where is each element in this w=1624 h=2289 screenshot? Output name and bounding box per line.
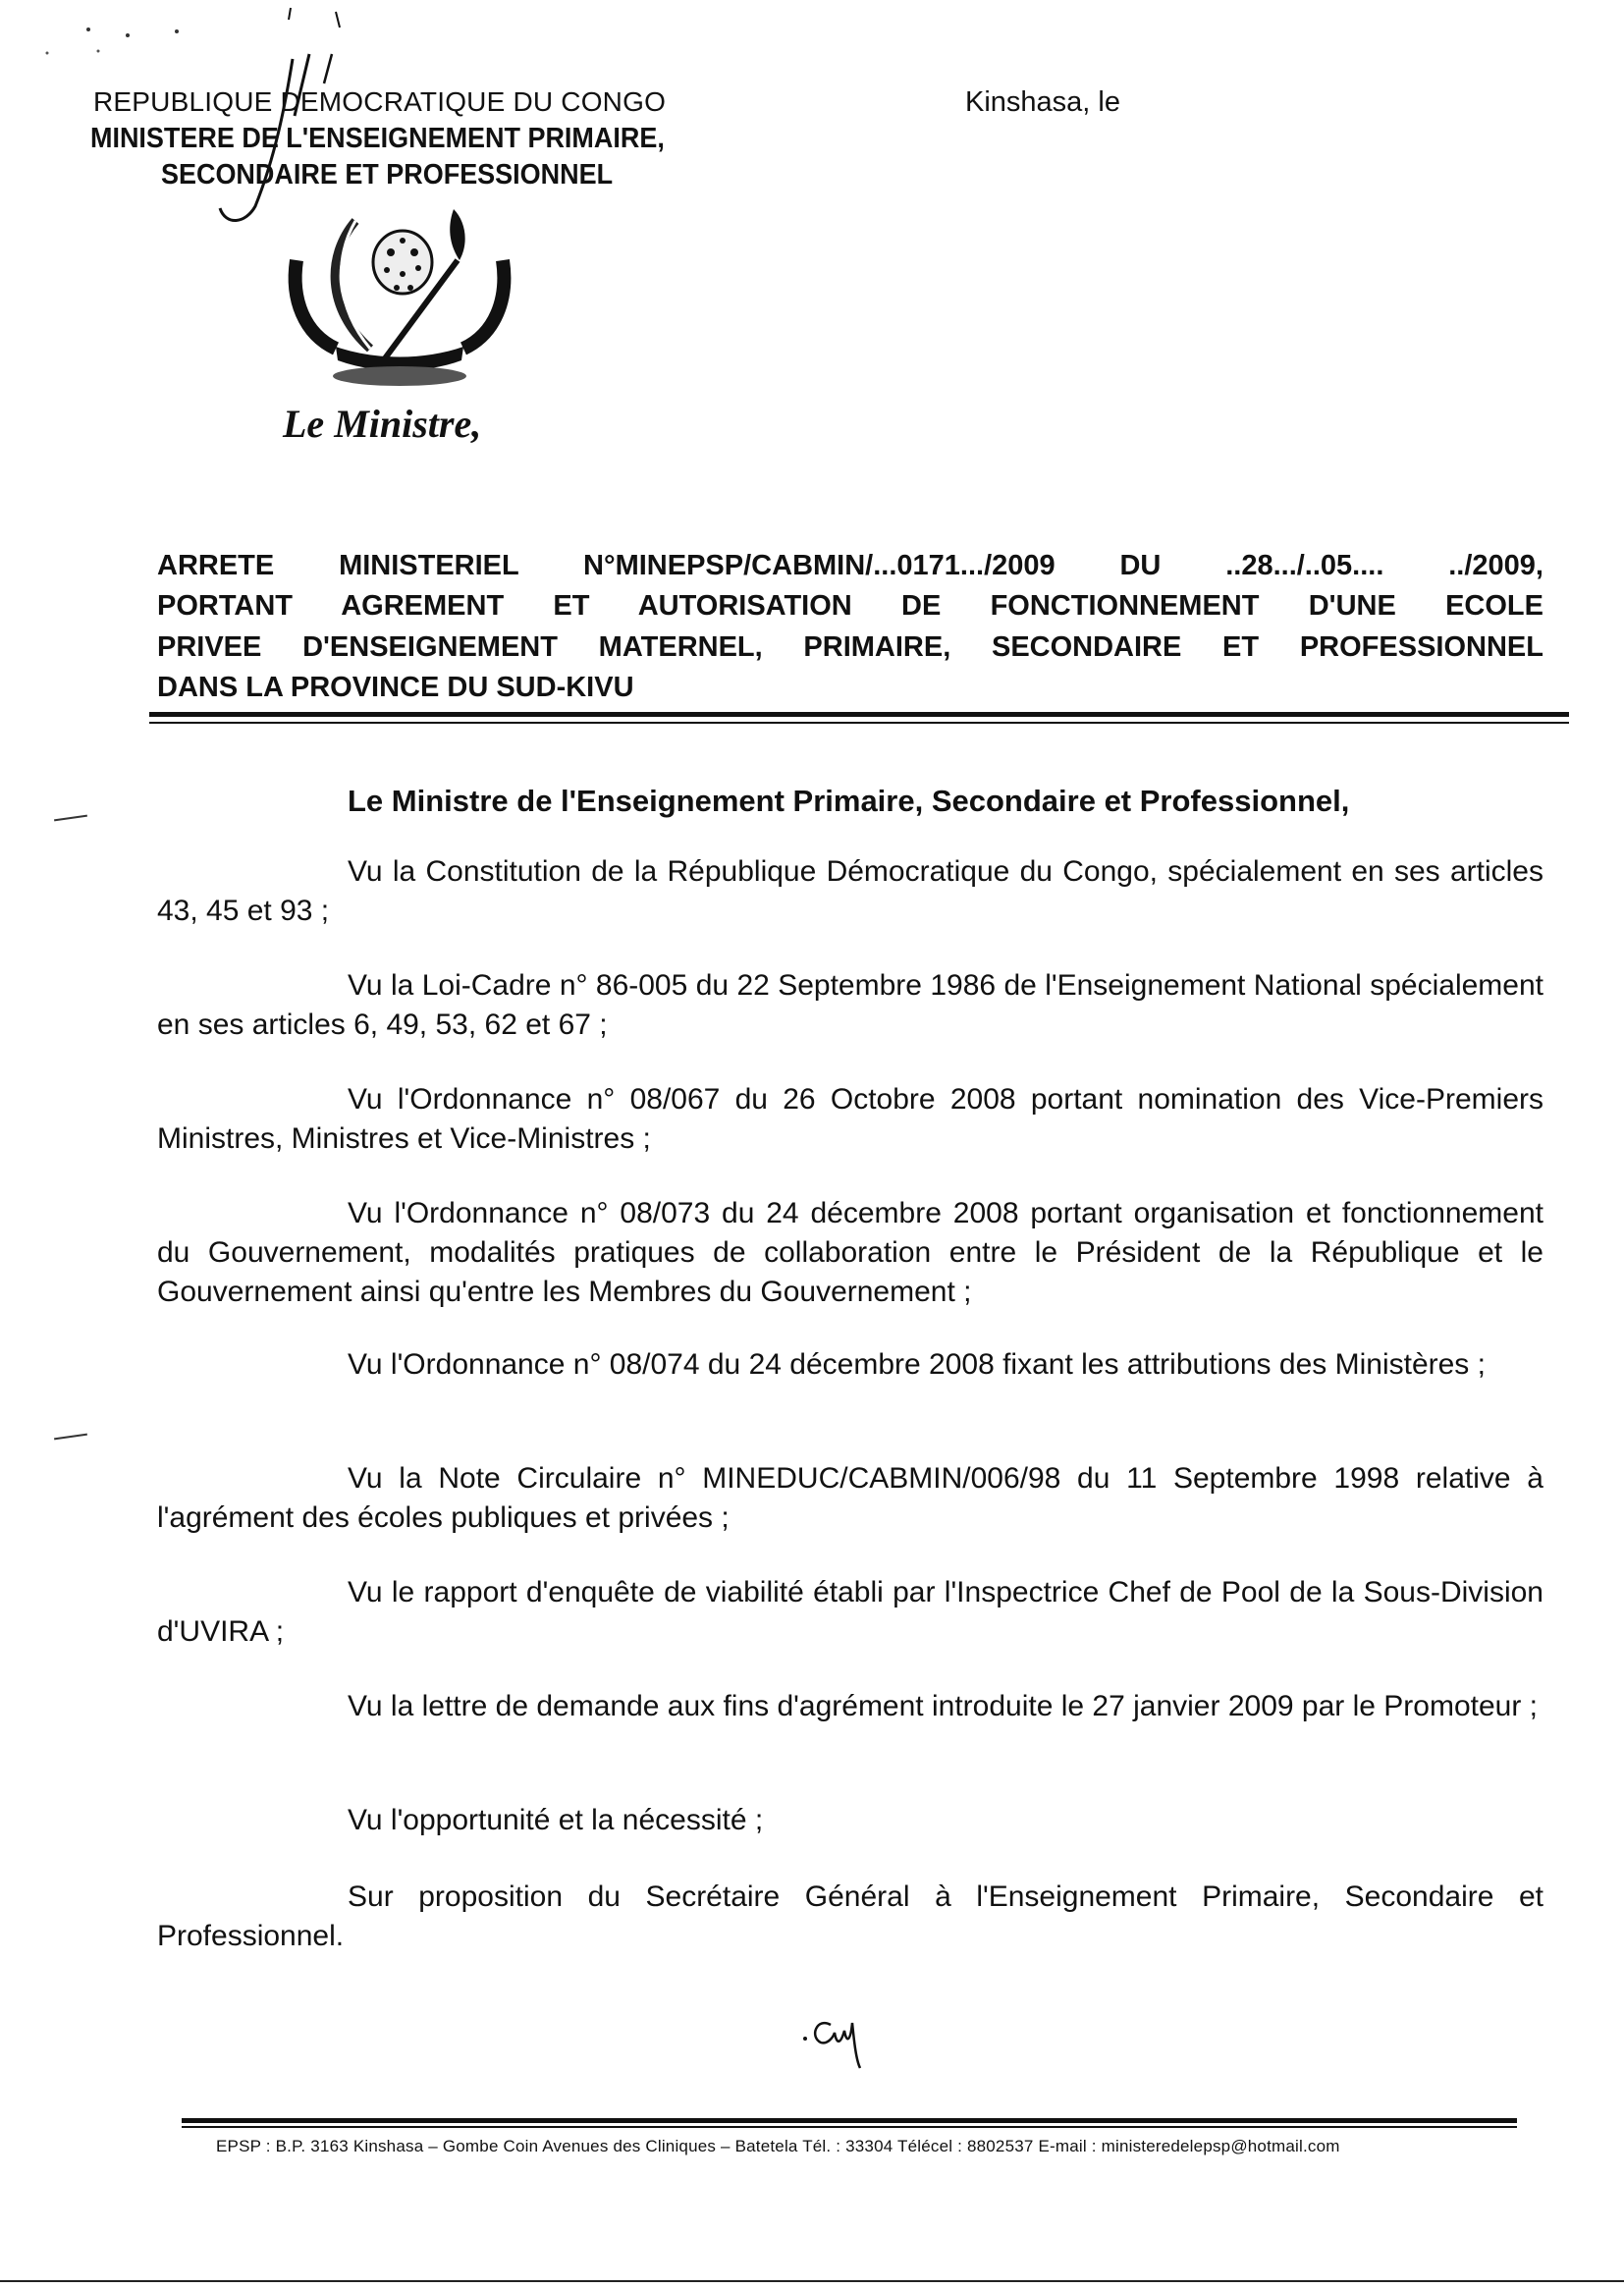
consideration-paragraph: Vu la lettre de demande aux fins d'agrément introduite le 27 janvier 2009 par le Promoteur ;	[348, 1690, 1538, 1722]
title-divider-thick	[149, 712, 1569, 717]
handwritten-initial-mark	[216, 0, 353, 236]
decree-title-line2: PORTANT AGREMENT ET AUTORISATION DE FONCTIONNEMENT D'UNE ECOLE	[157, 590, 1543, 622]
handwritten-paraph	[793, 2003, 892, 2072]
consideration-paragraph: Sur proposition du Secrétaire Général à l'Enseignement Primaire, Secondaire et Professionnel.	[157, 1880, 1543, 1952]
consideration-paragraph: Vu l'Ordonnance n° 08/074 du 24 décembre 2008 fixant les attributions des Ministères ;	[348, 1348, 1486, 1381]
consideration-paragraph: Vu l'Ordonnance n° 08/073 du 24 décembre 2008 portant organisation et fonctionnement du Gouvernement, modalités pratiques de collaboration entre le Président de la République et le Gouvernement ainsi qu'entre les Membres du Gouvernement ;	[157, 1197, 1543, 1308]
scan-edge-line	[0, 2280, 1624, 2282]
coat-of-arms-icon	[277, 201, 522, 388]
footer-divider-thin	[182, 2126, 1517, 2128]
title-divider-thin	[149, 722, 1569, 724]
ministry-name-line1: MINISTERE DE L'ENSEIGNEMENT PRIMAIRE,	[90, 123, 665, 154]
scan-speckles	[39, 8, 196, 57]
decree-title-line4: DANS LA PROVINCE DU SUD-KIVU	[157, 672, 634, 703]
decree-title-line3: PRIVEE D'ENSEIGNEMENT MATERNEL, PRIMAIRE, SECONDAIRE ET PROFESSIONNEL	[157, 631, 1543, 663]
consideration-paragraph: Vu le rapport d'enquête de viabilité établi par l'Inspectrice Chef de Pool de la Sous-Division d'UVIRA ;	[157, 1576, 1543, 1648]
consideration-paragraph: Vu l'Ordonnance n° 08/067 du 26 Octobre 2008 portant nomination des Vice-Premiers Ministres, Ministres et Vice-Ministres ;	[157, 1083, 1543, 1155]
minister-preamble: Le Ministre de l'Enseignement Primaire, Secondaire et Professionnel,	[348, 784, 1350, 818]
consideration-paragraph: Vu l'opportunité et la nécessité ;	[348, 1804, 764, 1836]
place-date: Kinshasa, le	[965, 86, 1120, 118]
margin-mark	[54, 1434, 87, 1441]
decree-number-line: ARRETE MINISTERIEL N°MINEPSP/CABMIN/...0171.../2009 DU ..28.../..05.... ../2009,	[157, 550, 1543, 581]
country-name: REPUBLIQUE DEMOCRATIQUE DU CONGO	[93, 86, 667, 117]
footer-divider-thick	[182, 2118, 1517, 2123]
consideration-paragraph: Vu la Loi-Cadre n° 86-005 du 22 Septembre 1986 de l'Enseignement National spécialement en ses articles 6, 49, 53, 62 et 67 ;	[157, 969, 1543, 1041]
footer-contact: EPSP : B.P. 3163 Kinshasa – Gombe Coin Avenues des Cliniques – Batetela Tél. : 33304 Télécel : 8802537 E-mail : ministeredelepsp@hotmail.com	[216, 2137, 1340, 2155]
ministry-name-line2: SECONDAIRE ET PROFESSIONNEL	[161, 159, 614, 191]
consideration-paragraph: Vu la Constitution de la République Démocratique du Congo, spécialement en ses articles 43, 45 et 93 ;	[157, 855, 1543, 927]
consideration-paragraph: Vu la Note Circulaire n° MINEDUC/CABMIN/006/98 du 11 Septembre 1998 relative à l'agrément des écoles publiques et privées ;	[157, 1462, 1543, 1534]
margin-mark	[54, 815, 87, 822]
signatory-heading: Le Ministre,	[283, 402, 482, 446]
